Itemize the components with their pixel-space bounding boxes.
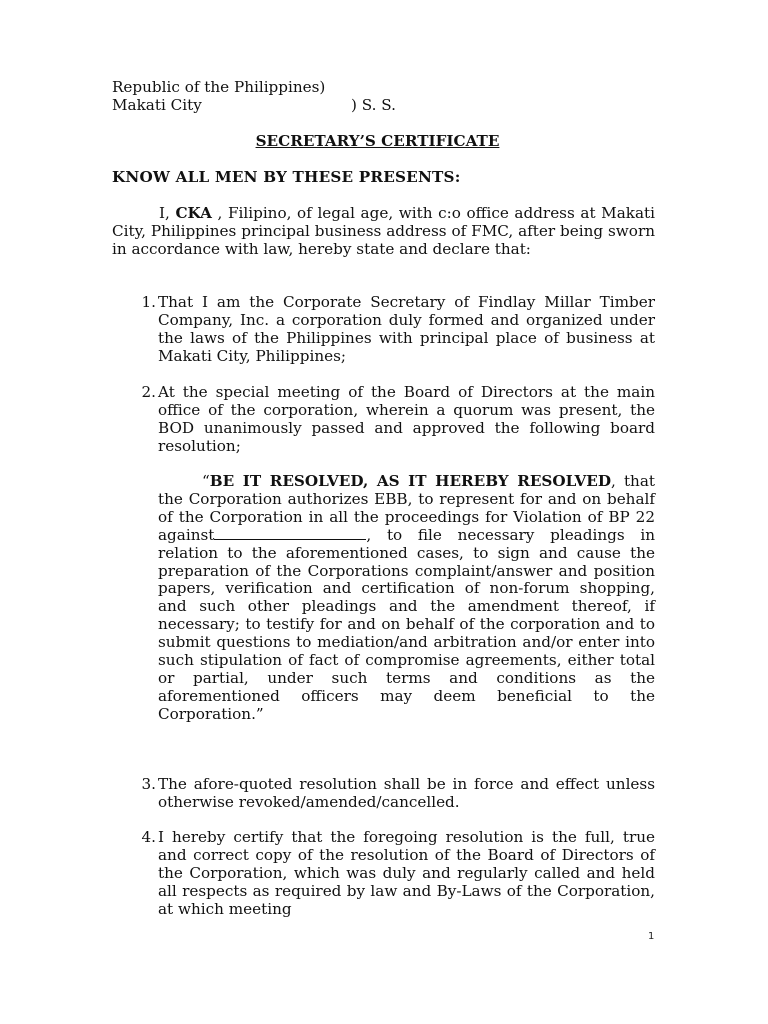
list-item-text: The afore-quoted resolution shall be in force and effect unless otherwise revoked/amended/cancelled. — [158, 775, 655, 811]
list-item-text: I hereby certify that the foregoing resolution is the full, true and correct copy of the resolution of the Board of Directors of the Corporation, which was duly and regularly called and held all respects as required by law and By-Laws of the Corporation, at which meeting — [158, 828, 655, 918]
resolution-lead: BE IT RESOLVED, AS IT HEREBY RESOLVED — [209, 472, 612, 490]
list-item-3 — [134, 776, 655, 812]
intro-paragraph — [112, 205, 655, 259]
resolution-text-part-1: , that the Corporation authorizes EBB, to represent for and on behalf of the Corporation in all the proceedings for Violation of BP 22 against — [158, 472, 655, 544]
list-item-text: At the special meeting of the Board of Directors at the main office of the corporation, wherein a quorum was present, the BOD unanimously passed and approved the following board resolution; — [158, 383, 655, 455]
jurisdiction-line-2-left: Makati City — [112, 96, 202, 114]
jurisdiction-line-1: Republic of the Philippines) — [112, 78, 326, 96]
open-quote: “ — [202, 472, 210, 490]
resolution-text-part-2: , to file necessary pleadings in relation to the aforementioned cases, to sign and cause the preparation of the Corporations complaint/answer and position papers, verification and certification of non-forum shopping, and such other pleadings and the amendment thereof, if necessary; to testify for and on behalf of the corporation and to submit questions to mediation/and arbitration and/or enter into such stipulation of fact of compromise agreements, either total or partial, under such terms and conditions as the aforementioned officers may deem beneficial to the Corporation.” — [158, 525, 655, 723]
blank-underline — [214, 527, 366, 540]
list-item-1 — [134, 294, 655, 366]
know-all-heading: KNOW ALL MEN BY THESE PRESENTS: — [112, 168, 461, 186]
page-number: 1 — [648, 931, 655, 942]
intro-prefix: I, — [159, 204, 176, 222]
list-item-number: 4. — [141, 828, 156, 846]
list-item-number: 1. — [141, 293, 156, 311]
list-item-2 — [134, 384, 655, 456]
intro-text: , Filipino, of legal age, with c:o office address at Makati City, Philippines principal business address of FMC, after being sworn in accordance with law, hereby state and declare that: — [112, 204, 655, 258]
list-item-number: 2. — [141, 383, 156, 401]
list-item-text: That I am the Corporate Secretary of Findlay Millar Timber Company, Inc. a corporation duly formed and organized under the laws of the Philippines with principal place of business at Makati City, Philippines; — [158, 293, 655, 365]
list-item-number: 3. — [141, 775, 156, 793]
list-item-4 — [134, 829, 655, 919]
jurisdiction-line-2-right: ) S. S. — [351, 96, 396, 114]
certificate-title: SECRETARY’S CERTIFICATE — [255, 132, 500, 150]
secretary-name: CKA — [175, 204, 212, 222]
board-resolution-quote — [158, 473, 655, 724]
